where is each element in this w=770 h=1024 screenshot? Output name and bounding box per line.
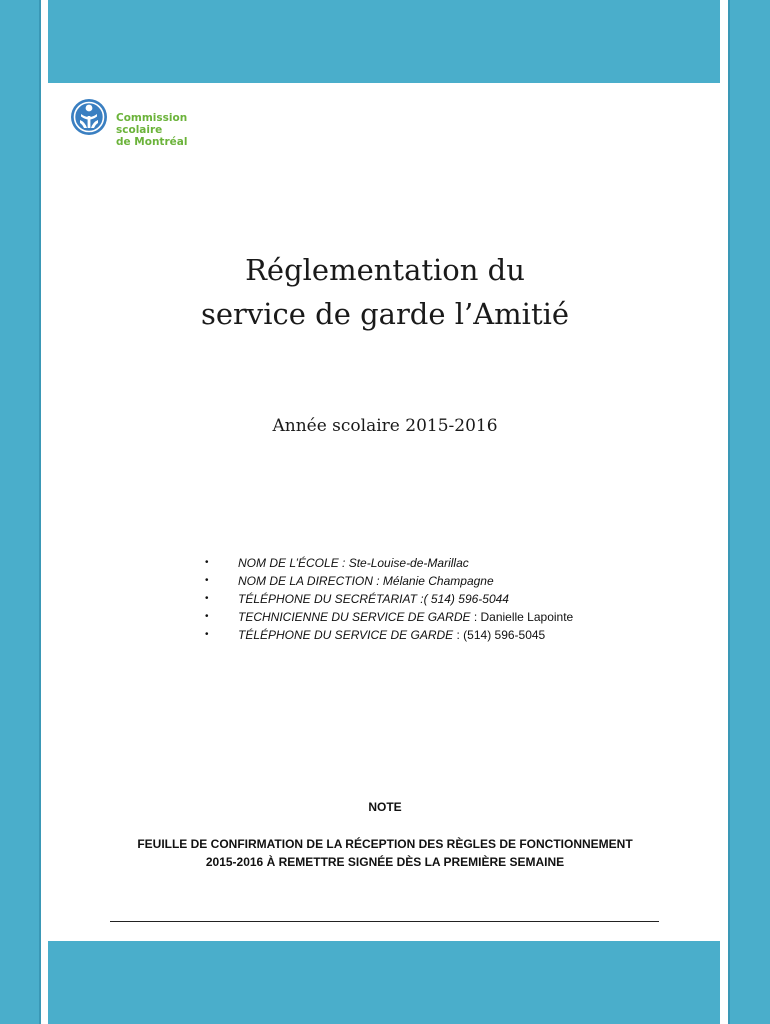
logo-line: de Montréal bbox=[116, 136, 188, 148]
info-value: : Danielle Lapointe bbox=[470, 610, 574, 624]
page-frame-top bbox=[48, 0, 720, 83]
info-label: NOM DE L’ÉCOLE : Ste-Louise-de-Marillac bbox=[238, 556, 469, 570]
list-item bbox=[205, 590, 573, 608]
school-info-list bbox=[205, 554, 573, 644]
logo-line: scolaire bbox=[116, 124, 163, 136]
note-line-1: FEUILLE DE CONFIRMATION DE LA RÉCEPTION DES RÈGLES DE FONCTIONNEMENT bbox=[137, 837, 633, 851]
bullet-icon: • bbox=[205, 629, 209, 640]
info-label: TÉLÉPHONE DU SECRÉTARIAT :( 514) 596-5044 bbox=[238, 592, 509, 606]
list-item bbox=[205, 554, 573, 572]
bullet-icon: • bbox=[205, 593, 209, 604]
title-line-1: Réglementation du bbox=[245, 253, 525, 287]
page-frame-bottom bbox=[48, 941, 720, 1024]
bullet-icon: • bbox=[205, 557, 209, 568]
commission-scolaire-logo-icon bbox=[70, 98, 108, 136]
document-title bbox=[0, 248, 770, 336]
note-line-2: 2015-2016 À REMETTRE SIGNÉE DÈS LA PREMIÈRE SEMAINE bbox=[205, 855, 565, 869]
bullet-icon: • bbox=[205, 611, 209, 622]
bullet-icon: • bbox=[205, 575, 209, 586]
title-line-2: service de garde l’Amitié bbox=[200, 297, 570, 331]
note-body bbox=[0, 835, 770, 871]
logo-line: Commission bbox=[116, 112, 188, 124]
info-label: NOM DE LA DIRECTION : Mélanie Champagne bbox=[238, 574, 494, 588]
school-year-subtitle: Année scolaire 2015-2016 bbox=[272, 416, 498, 436]
list-item bbox=[205, 572, 573, 590]
signature-line bbox=[110, 921, 659, 922]
info-value: : (514) 596-5045 bbox=[453, 628, 546, 642]
list-item bbox=[205, 608, 573, 626]
logo-wordmark bbox=[116, 112, 187, 148]
info-label: TECHNICIENNE DU SERVICE DE GARDE bbox=[238, 610, 471, 624]
info-label: TÉLÉPHONE DU SERVICE DE GARDE bbox=[238, 628, 454, 642]
note-heading: NOTE bbox=[368, 800, 402, 814]
list-item bbox=[205, 626, 573, 644]
